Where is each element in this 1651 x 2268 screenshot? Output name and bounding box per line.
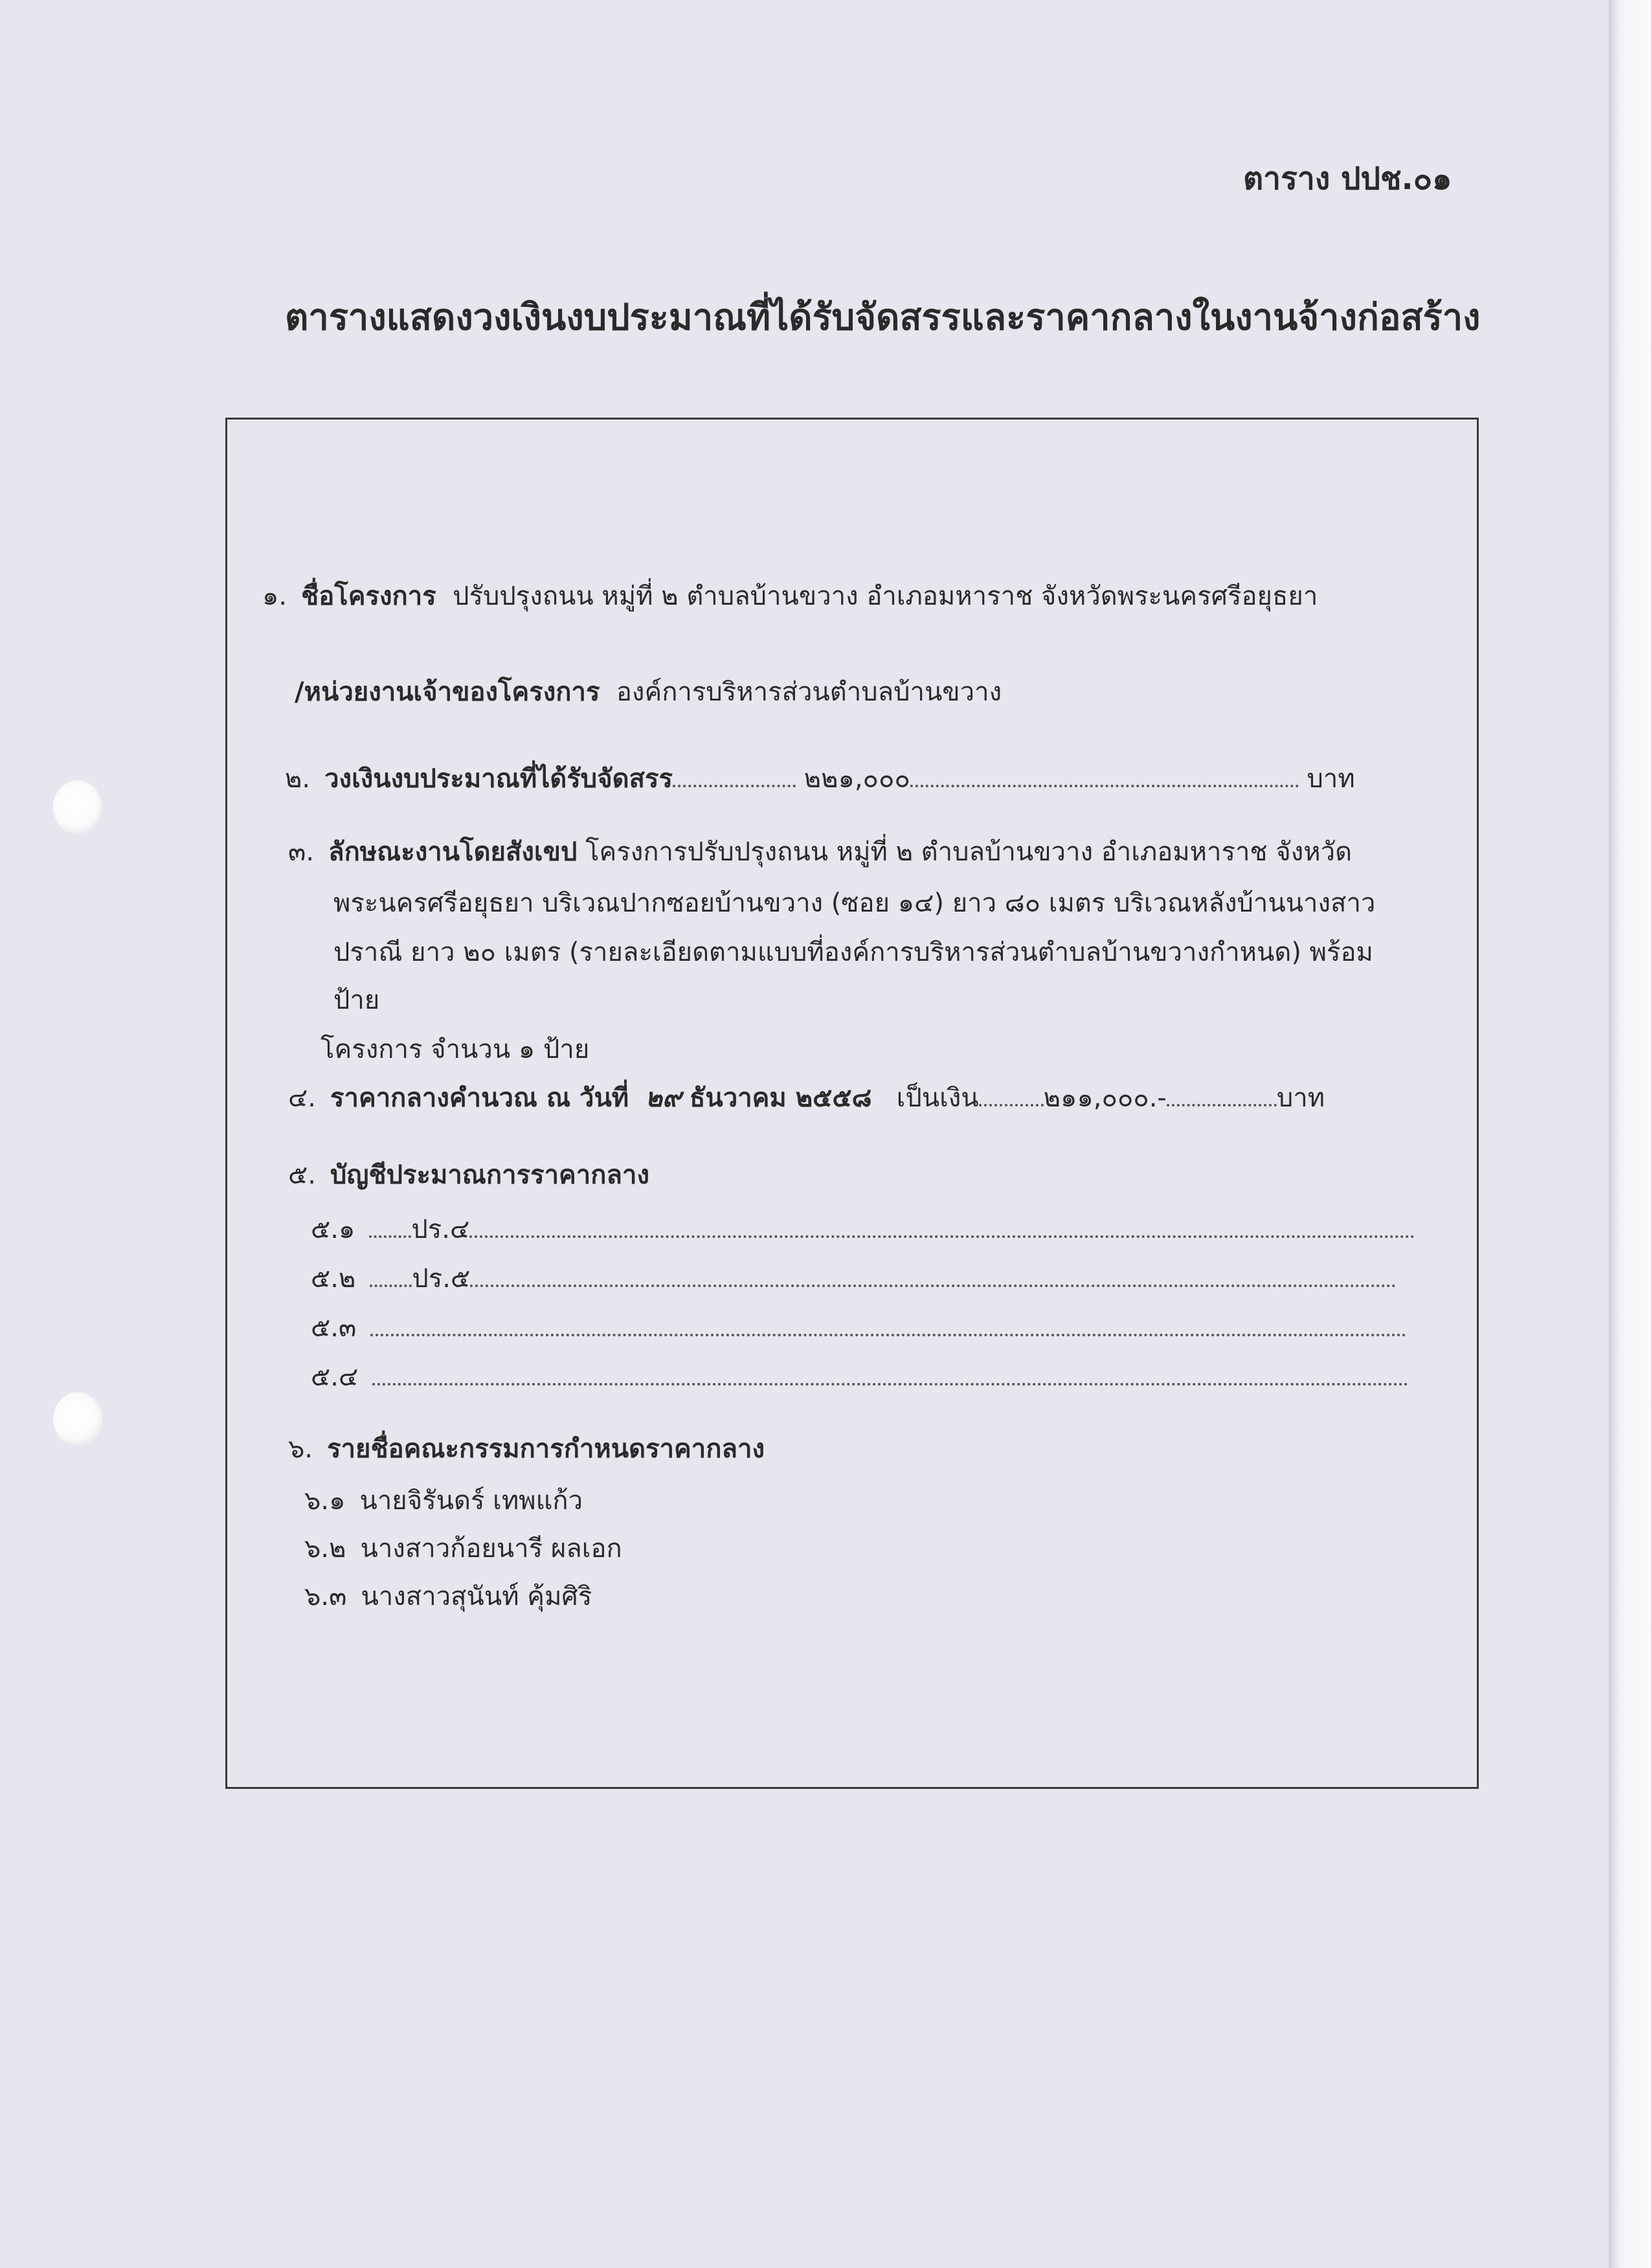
member-number: ๖.๒ (304, 1534, 346, 1564)
committee-member (304, 1479, 583, 1521)
item5-subitem (311, 1307, 1406, 1348)
subitem-value: ปร.๔ (411, 1215, 470, 1244)
item5-subitem (311, 1208, 1415, 1250)
item5-number: ๕. (288, 1160, 316, 1190)
item1-owner-line (295, 671, 1002, 712)
item3-label: ลักษณะงานโดยสังเขป (328, 837, 578, 867)
item1-value: ปรับปรุงถนน หมู่ที่ ๒ ตำบลบ้านขวาง อำเภอมหาราช จังหวัดพระนครศรีอยุธยา (453, 581, 1318, 611)
subitem-number: ๕.๒ (311, 1264, 356, 1294)
item4-month-year: ธันวาคม ๒๕๕๘ (689, 1083, 872, 1113)
dotted-leader (469, 1229, 1415, 1238)
item4-unit: บาท (1276, 1083, 1325, 1113)
dotted-leader (910, 778, 1299, 787)
item4-line (288, 1077, 1325, 1118)
item2-label: วงเงินงบประมาณที่ได้รับจัดสรร (324, 764, 673, 794)
item4-number: ๔. (288, 1083, 316, 1113)
item2-amount: ๒๒๑,๐๐๐ (803, 764, 910, 794)
member-number: ๖.๓ (304, 1582, 347, 1611)
member-number: ๖.๑ (304, 1486, 346, 1516)
item1-number: ๑. (262, 581, 287, 611)
item3-desc-line1: โครงการปรับปรุงถนน หมู่ที่ ๒ ตำบลบ้านขวาง อำเภอมหาราช จังหวัด (585, 837, 1353, 867)
item4-amount: ๒๑๑,๐๐๐.- (1043, 1083, 1167, 1113)
item4-day-handwritten: ๒๙ (645, 1083, 682, 1113)
item2-unit: บาท (1307, 764, 1355, 794)
item6-label: รายชื่อคณะกรรมการกำหนดราคากลาง (327, 1434, 765, 1464)
item6-number: ๖. (288, 1434, 313, 1464)
subitem-number: ๕.๓ (311, 1313, 357, 1343)
member-name: นายจิรันดร์ เทพแก้ว (359, 1486, 583, 1516)
committee-member (304, 1527, 622, 1569)
item5-subitem (311, 1257, 1396, 1299)
item4-amount-label: เป็นเงิน (896, 1083, 979, 1113)
item1-line (262, 575, 1318, 616)
committee-member (304, 1575, 592, 1617)
item3-desc-line4: ป้าย (333, 985, 380, 1015)
item3-desc-line3: ปราณี ยาว ๒๐ เมตร (รายละเอียดตามแบบที่องค์การบริหารส่วนตำบลบ้านขวางกำหนด) พร้อม (333, 938, 1373, 967)
item5-line (288, 1154, 649, 1195)
dotted-leader (372, 1376, 1408, 1386)
dotted-leader (370, 1278, 412, 1287)
item3-number: ๓. (288, 837, 315, 867)
member-name: นางสาวสุนันท์ คุ้มศิริ (361, 1582, 592, 1611)
item3-desc-line5: โครงการ จำนวน ๑ ป้าย (320, 1035, 590, 1064)
item1-owner-value: องค์การบริหารส่วนตำบลบ้านขวาง (616, 677, 1002, 707)
dotted-leader (1167, 1097, 1277, 1106)
form-code: ตาราง ปปช.๐๑ (1243, 161, 1452, 197)
item3-desc-line2: พระนครศรีอยุธยา บริเวณปากซอยบ้านขวาง (ซอย ๑๔) ยาว ๘๐ เมตร บริเวณหลังบ้านนางสาว (333, 888, 1376, 918)
document-title: ตารางแสดงวงเงินงบประมาณที่ได้รับจัดสรรและราคากลางในงานจ้างก่อสร้าง (285, 297, 1481, 339)
dotted-leader (673, 778, 796, 787)
dotted-leader (370, 1327, 1406, 1336)
subitem-number: ๕.๑ (311, 1215, 355, 1244)
item1-label: ชื่อโครงการ (301, 581, 436, 611)
item2-number: ๒. (285, 764, 311, 794)
item1-owner-label: /หน่วยงานเจ้าของโครงการ (295, 677, 600, 707)
punch-hole-icon (53, 780, 102, 835)
subitem-value: ปร.๕ (412, 1264, 471, 1294)
item5-label: บัญชีประมาณการราคากลาง (330, 1160, 649, 1190)
dotted-leader (979, 1097, 1044, 1106)
dotted-leader (369, 1229, 411, 1238)
punch-hole-icon (53, 1392, 102, 1446)
item2-line (285, 758, 1355, 799)
item4-label: ราคากลางคำนวณ ณ วันที่ (330, 1083, 629, 1113)
member-name: นางสาวก้อยนารี ผลเอก (360, 1534, 622, 1564)
dotted-leader (470, 1278, 1396, 1287)
item6-line (288, 1428, 765, 1469)
item3-line1 (288, 831, 1352, 872)
page-right-edge (1611, 0, 1651, 2268)
subitem-number: ๕.๔ (311, 1362, 359, 1392)
item5-subitem (311, 1356, 1408, 1397)
